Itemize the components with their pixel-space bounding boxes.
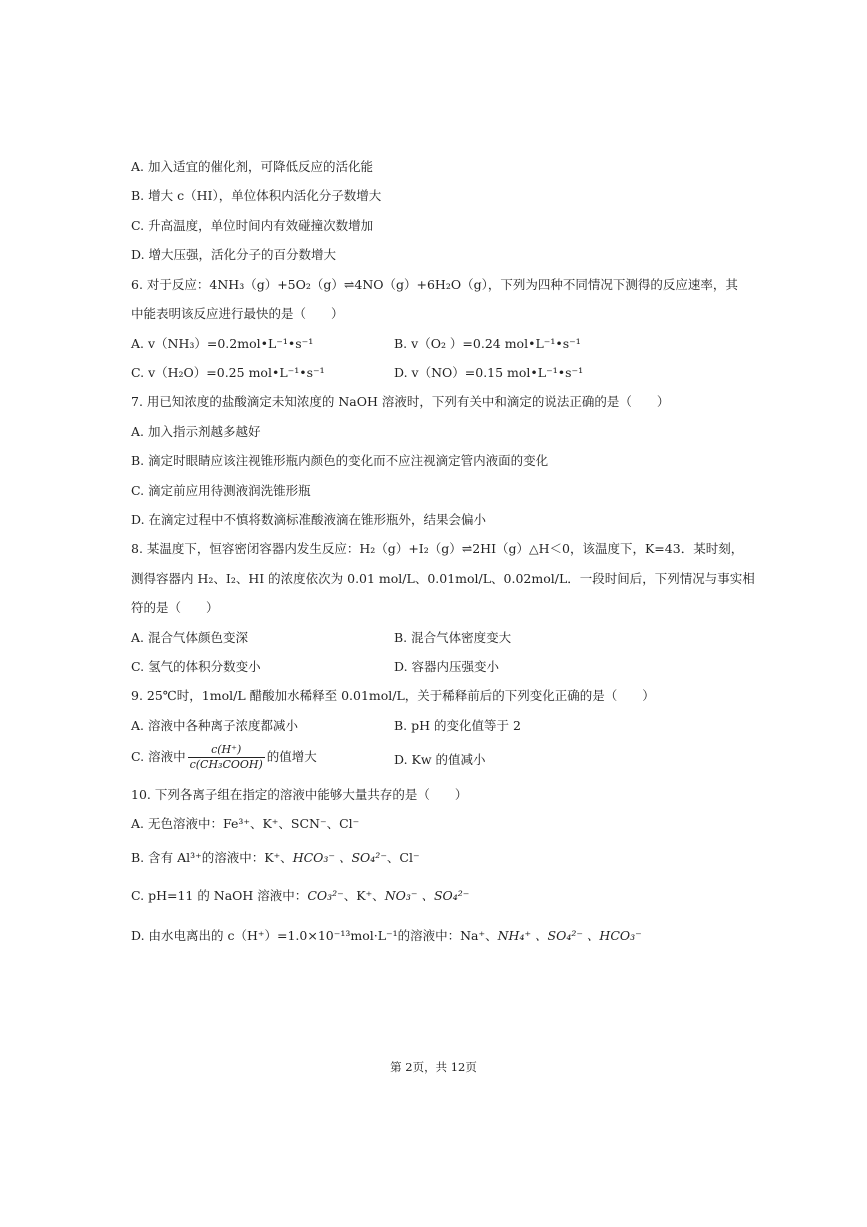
page-footer: 第 2页，共 12页: [390, 1060, 477, 1074]
question-9-stem: 9. 25℃时，1mol/L 醋酸加水稀释至 0.01mol/L，关于稀释前后的下列变化正确的是（ ）: [131, 688, 655, 703]
option-10b: [131, 849, 420, 867]
fraction-ch-over-cch3cooh: [188, 743, 265, 772]
fraction-numerator: c(H⁺): [188, 743, 265, 758]
option-10c-mid: 、K⁺、: [343, 888, 385, 903]
option-10b-suffix: 、Cl⁻: [386, 850, 420, 865]
option-8d: D. 容器内压强变小: [394, 659, 500, 674]
option-8c: C. 氢气的体积分数变小: [131, 659, 261, 674]
option-10a: A. 无色溶液中：Fe³⁺、K⁺、SCN⁻、Cl⁻: [131, 816, 360, 831]
option-9c-suffix: 的值增大: [266, 749, 317, 764]
option-6b: B. v（O₂ ）=0.24 mol•L⁻¹•s⁻¹: [394, 336, 581, 351]
option-10c: [131, 887, 469, 905]
option-6d: D. v（NO）=0.15 mol•L⁻¹•s⁻¹: [394, 365, 584, 380]
option-7a: A. 加入指示剂越多越好: [131, 424, 261, 439]
option-8b: B. 混合气体密度变大: [394, 630, 512, 645]
option-10c-formula-1: CO₃²⁻: [307, 888, 344, 903]
option-10d-formula: NH₄⁺ 、SO₄²⁻ 、HCO₃⁻: [497, 928, 642, 943]
option-10c-prefix: C. pH=11 的 NaOH 溶液中：: [131, 888, 308, 903]
question-7-stem: 7. 用已知浓度的盐酸滴定未知浓度的 NaOH 溶液时，下列有关中和滴定的说法正确的是（ ）: [131, 394, 670, 409]
question-8-stem-line3: 符的是（ ）: [131, 600, 219, 615]
option-9c: [131, 743, 317, 772]
option-9d: D. Kw 的值减小: [394, 752, 486, 767]
option-5a: A. 加入适宜的催化剂，可降低反应的活化能: [131, 159, 373, 174]
question-8-stem-line2: 测得容器内 H₂、I₂、HI 的浓度依次为 0.01 mol/L、0.01mol/L、0.02mol/L．一段时间后，下列情况与事实相: [131, 571, 755, 586]
option-7d: D. 在滴定过程中不慎将数滴标准酸液滴在锥形瓶外，结果会偏小: [131, 512, 487, 527]
option-7c: C. 滴定前应用待测液润洗锥形瓶: [131, 483, 311, 498]
question-6-stem-line2: 中能表明该反应进行最快的是（ ）: [131, 306, 344, 321]
question-8-stem-line1: 8. 某温度下，恒容密闭容器内发生反应：H₂（g）+I₂（g）⇌2HI（g）△H＜0，该温度下，K=43．某时刻，: [131, 541, 744, 556]
option-9c-prefix: C. 溶液中: [131, 749, 186, 764]
option-10c-formula-2: NO₃⁻ 、SO₄²⁻: [384, 888, 470, 903]
question-6-stem-line1: 6. 对于反应：4NH₃（g）+5O₂（g）⇌4NO（g）+6H₂O（g），下列为四种不同情况下测得的反应速率，其: [131, 277, 738, 292]
option-8a: A. 混合气体颜色变深: [131, 630, 248, 645]
option-6a: A. v（NH₃）=0.2mol•L⁻¹•s⁻¹: [131, 336, 314, 351]
option-6c: C. v（H₂O）=0.25 mol•L⁻¹•s⁻¹: [131, 365, 325, 380]
option-9a: A. 溶液中各种离子浓度都减小: [131, 718, 298, 733]
option-10d-prefix: D. 由水电离出的 c（H⁺）=1.0×10⁻¹³mol·L⁻¹的溶液中：Na⁺、: [131, 928, 498, 943]
option-5b: B. 增大 c（HI），单位体积内活化分子数增大: [131, 188, 382, 203]
option-5d: D. 增大压强，活化分子的百分数增大: [131, 247, 337, 262]
option-10d: [131, 927, 642, 945]
option-10b-formula: HCO₃⁻ 、SO₄²⁻: [292, 850, 387, 865]
option-9b: B. pH 的变化值等于 2: [394, 718, 521, 733]
question-10-stem: 10. 下列各离子组在指定的溶液中能够大量共存的是（ ）: [131, 787, 468, 802]
option-10b-prefix: B. 含有 Al³⁺的溶液中：K⁺、: [131, 850, 293, 865]
fraction-denominator: c(CH₃COOH): [189, 758, 263, 771]
option-5c: C. 升高温度，单位时间内有效碰撞次数增加: [131, 218, 374, 233]
option-7b: B. 滴定时眼睛应该注视锥形瓶内颜色的变化而不应注视滴定管内液面的变化: [131, 453, 549, 468]
